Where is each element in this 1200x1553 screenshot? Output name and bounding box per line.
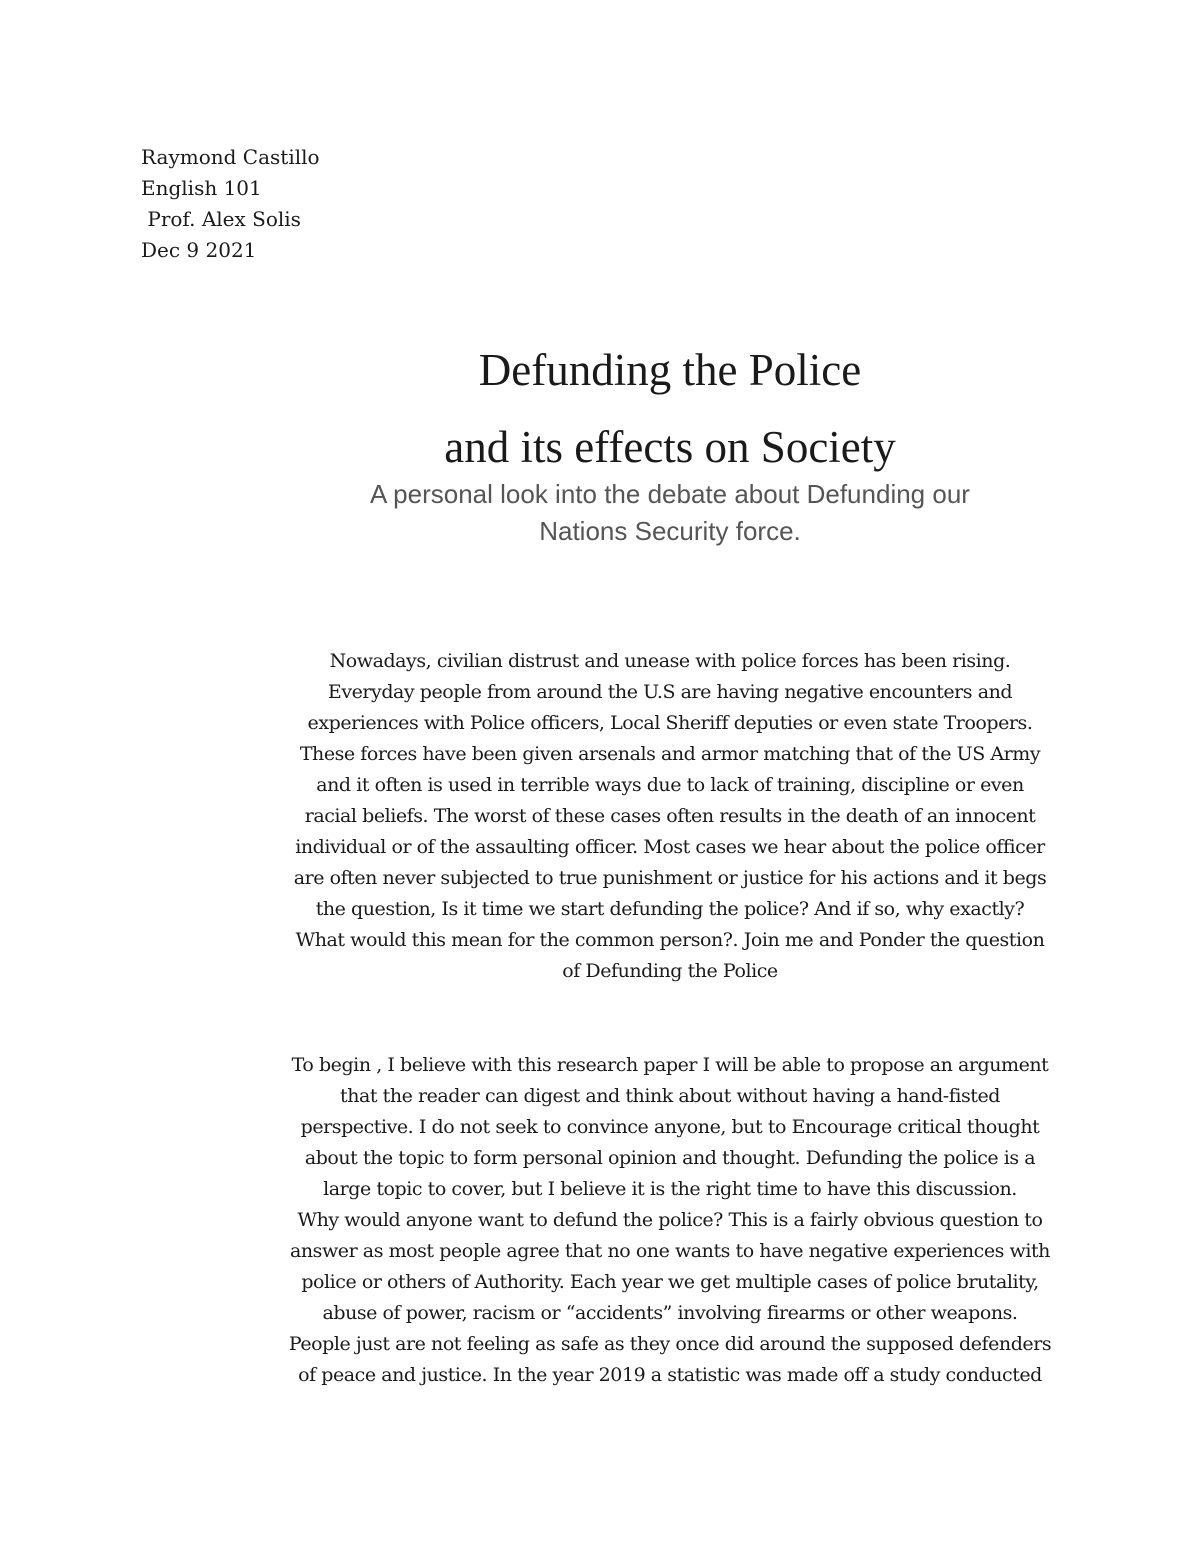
- paragraph-line: large topic to cover, but I believe it is the right time to have this discussion.: [323, 1178, 1017, 1200]
- title-line-1: Defunding the Police: [478, 345, 862, 395]
- paragraph-line: What would this mean for the common person?. Join me and Ponder the question: [295, 929, 1045, 951]
- document-subtitle: [270, 476, 1070, 550]
- paragraph-line: about the topic to form personal opinion and thought. Defunding the police is a: [304, 1147, 1036, 1169]
- paragraph-introduction: [270, 646, 1070, 987]
- paragraph-line: These forces have been given arsenals and armor matching that of the US Army: [299, 743, 1041, 765]
- paragraph-line: Why would anyone want to defund the police? This is a fairly obvious question to: [297, 1209, 1043, 1231]
- paragraph-line: perspective. I do not seek to convince anyone, but to Encourage critical thought: [300, 1116, 1040, 1138]
- paragraph-line: that the reader can digest and think about without having a hand-fisted: [340, 1085, 1000, 1107]
- document-date: Dec 9 2021: [141, 238, 257, 262]
- document-title: [270, 332, 1070, 486]
- professor-name: Prof. Alex Solis: [141, 207, 301, 231]
- paragraph-line: of Defunding the Police: [562, 960, 778, 982]
- paragraph-line: are often never subjected to true punishment or justice for his actions and it begs: [293, 867, 1047, 889]
- paragraph-line: of peace and justice. In the year 2019 a statistic was made off a study conducted: [298, 1364, 1042, 1386]
- paragraph-line: To begin , I believe with this research paper I will be able to propose an argument: [291, 1054, 1049, 1076]
- author-name: Raymond Castillo: [141, 145, 320, 169]
- paragraph-line: experiences with Police officers, Local Sheriff deputies or even state Troopers.: [307, 712, 1033, 734]
- paragraph-line: and it often is used in terrible ways due to lack of training, discipline or even: [316, 774, 1024, 796]
- author-header: [141, 142, 320, 266]
- paragraph-line: Nowadays, civilian distrust and unease with police forces has been rising.: [329, 650, 1011, 672]
- paragraph-line: racial beliefs. The worst of these cases often results in the death of an innocent: [304, 805, 1036, 827]
- paragraph-body: [270, 1050, 1070, 1391]
- paragraph-line: individual or of the assaulting officer. Most cases we hear about the police officer: [295, 836, 1045, 858]
- paragraph-line: abuse of power, racism or “accidents” involving firearms or other weapons.: [322, 1302, 1018, 1324]
- title-line-2: and its effects on Society: [444, 422, 896, 472]
- paragraph-line: People just are not feeling as safe as they once did around the supposed defenders: [288, 1333, 1052, 1355]
- course-name: English 101: [141, 176, 262, 200]
- paragraph-line: answer as most people agree that no one wants to have negative experiences with: [290, 1240, 1050, 1262]
- subtitle-line-1: A personal look into the debate about Defunding our: [370, 479, 970, 509]
- subtitle-line-2: Nations Security force.: [539, 516, 801, 546]
- paragraph-line: the question, Is it time we start defunding the police? And if so, why exactly?: [315, 898, 1025, 920]
- paragraph-line: Everyday people from around the U.S are having negative encounters and: [327, 681, 1013, 703]
- paragraph-line: police or others of Authority. Each year we get multiple cases of police brutality,: [301, 1271, 1039, 1293]
